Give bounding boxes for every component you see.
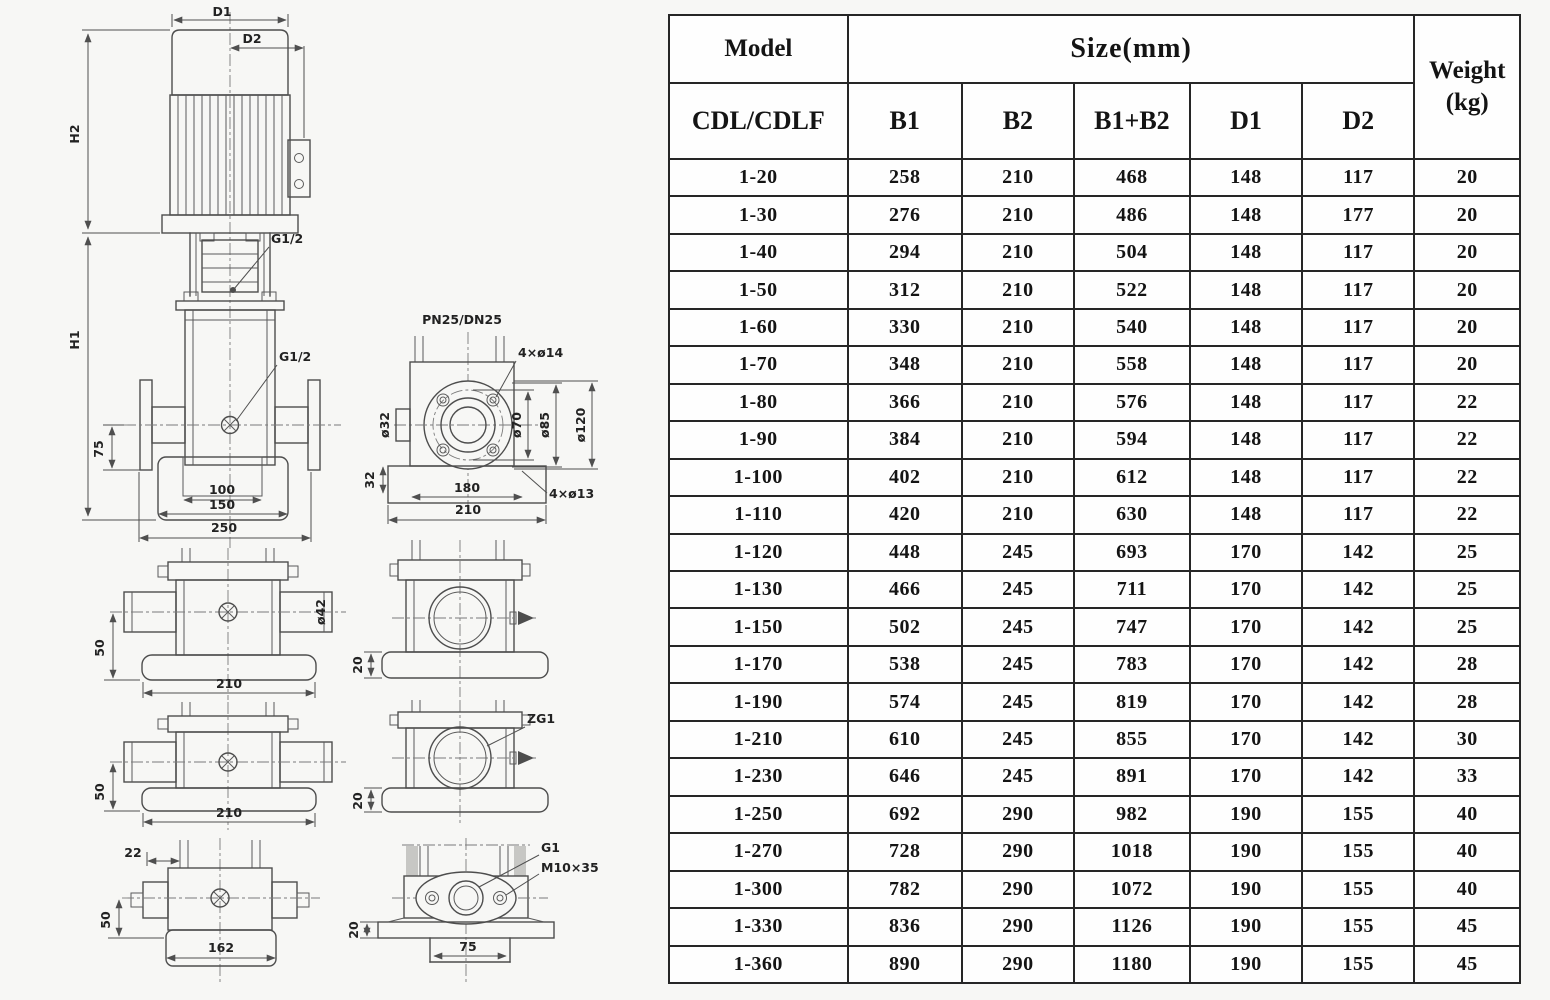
cell-value: 630 (1074, 496, 1190, 533)
cell-value: 148 (1190, 271, 1302, 308)
dimensions-table (668, 14, 1521, 984)
cell-value: 117 (1302, 271, 1414, 308)
cell-value: 177 (1302, 196, 1414, 233)
oval-gland-flange (416, 872, 516, 924)
cell-value: 540 (1074, 309, 1190, 346)
header-col-b1b2: B1+B2 (1074, 83, 1190, 159)
cell-value: 142 (1302, 571, 1414, 608)
cell-value: 594 (1074, 421, 1190, 458)
cell-value: 30 (1414, 721, 1520, 758)
cell-value: 420 (848, 496, 962, 533)
dim-label-zg1: ZG1 (527, 711, 556, 726)
header-size-group: Size(mm) (848, 15, 1415, 83)
cell-model: 1-20 (669, 159, 848, 196)
cell-model: 1-330 (669, 908, 848, 945)
cell-value: 890 (848, 946, 962, 983)
cell-value: 210 (962, 459, 1074, 496)
dim-32 (362, 467, 383, 493)
cell-value: 170 (1190, 608, 1302, 645)
cell-value: 117 (1302, 421, 1414, 458)
cell-value: 148 (1190, 196, 1302, 233)
table-row (669, 796, 1520, 833)
cell-value: 20 (1414, 271, 1520, 308)
header-weight (1414, 15, 1520, 159)
dim-label-m10x35: M10×35 (541, 860, 599, 875)
cell-model: 1-90 (669, 421, 848, 458)
cell-value: 142 (1302, 534, 1414, 571)
port-view-2 (350, 700, 555, 824)
cell-model: 1-270 (669, 833, 848, 870)
cell-value: 502 (848, 608, 962, 645)
cell-value: 170 (1190, 534, 1302, 571)
dim-20-g (350, 788, 382, 812)
cell-value: 290 (962, 908, 1074, 945)
dim-label-h1: H1 (67, 330, 82, 350)
cell-model: 1-110 (669, 496, 848, 533)
dim-label-d1: D1 (212, 4, 232, 19)
dim-label-210: 210 (215, 676, 243, 691)
cell-value: 148 (1190, 309, 1302, 346)
cell-value: 20 (1414, 159, 1520, 196)
cell-value: 468 (1074, 159, 1190, 196)
cell-value: 504 (1074, 234, 1190, 271)
dim-label-150: 150 (208, 497, 236, 512)
dim-h1 (67, 237, 156, 520)
header-weight-line1: Weight (1429, 56, 1506, 84)
cell-value: 891 (1074, 758, 1190, 795)
dim-label-180: 180 (453, 480, 481, 495)
cell-value: 170 (1190, 646, 1302, 683)
cell-value: 142 (1302, 758, 1414, 795)
cell-model: 1-150 (669, 608, 848, 645)
table-row (669, 159, 1520, 196)
cell-value: 117 (1302, 496, 1414, 533)
cell-value: 20 (1414, 196, 1520, 233)
table-header-row-2 (669, 83, 1520, 159)
table-row (669, 496, 1520, 533)
cell-value: 612 (1074, 459, 1190, 496)
table-row (669, 683, 1520, 720)
dim-label-g1: G1 (541, 840, 560, 855)
cell-value: 646 (848, 758, 962, 795)
side-view-3 (98, 838, 320, 982)
cell-value: 466 (848, 571, 962, 608)
dim-label-75: 75 (459, 939, 477, 954)
cell-value: 276 (848, 196, 962, 233)
cell-model: 1-40 (669, 234, 848, 271)
cell-value: 117 (1302, 346, 1414, 383)
cell-value: 692 (848, 796, 962, 833)
flange-title: PN25/DN25 (422, 312, 502, 327)
cell-value: 558 (1074, 346, 1190, 383)
dim-label-100: 100 (208, 482, 236, 497)
cell-value: 40 (1414, 871, 1520, 908)
header-model: Model (669, 15, 848, 83)
cell-value: 693 (1074, 534, 1190, 571)
cell-model: 1-170 (669, 646, 848, 683)
port-view-1 (350, 540, 548, 697)
cell-value: 210 (962, 346, 1074, 383)
cell-value: 783 (1074, 646, 1190, 683)
dim-label-dia120: ø120 (573, 407, 588, 443)
cell-value: 45 (1414, 908, 1520, 945)
cell-model: 1-60 (669, 309, 848, 346)
cell-value: 148 (1190, 384, 1302, 421)
cell-value: 245 (962, 758, 1074, 795)
cell-value: 20 (1414, 309, 1520, 346)
cell-value: 348 (848, 346, 962, 383)
cell-value: 290 (962, 871, 1074, 908)
table-body (669, 159, 1520, 983)
cell-model: 1-100 (669, 459, 848, 496)
cell-value: 384 (848, 421, 962, 458)
dim-label-75: 75 (91, 440, 106, 458)
cell-value: 782 (848, 871, 962, 908)
cell-model: 1-300 (669, 871, 848, 908)
cell-value: 22 (1414, 421, 1520, 458)
cell-value: 25 (1414, 608, 1520, 645)
dim-label-20: 20 (350, 792, 365, 810)
cell-value: 155 (1302, 908, 1414, 945)
cell-value: 117 (1302, 234, 1414, 271)
dim-h2 (67, 30, 170, 233)
dimensions-table-container (668, 14, 1521, 984)
table-row (669, 758, 1520, 795)
cell-value: 142 (1302, 608, 1414, 645)
cell-model: 1-130 (669, 571, 848, 608)
cell-value: 40 (1414, 833, 1520, 870)
dim-label-dia70: ø70 (509, 412, 524, 438)
port-label-g12-mid: G1/2 (279, 349, 312, 364)
cell-value: 155 (1302, 796, 1414, 833)
cell-value: 290 (962, 833, 1074, 870)
cell-value: 747 (1074, 608, 1190, 645)
cell-value: 148 (1190, 496, 1302, 533)
dim-180 (412, 480, 522, 497)
dim-label-d2: D2 (242, 31, 262, 46)
cell-value: 486 (1074, 196, 1190, 233)
pump-column (124, 310, 341, 470)
dim-label-h2: H2 (67, 124, 82, 144)
table-row (669, 833, 1520, 870)
cell-model: 1-250 (669, 796, 848, 833)
cell-value: 190 (1190, 796, 1302, 833)
table-row (669, 421, 1520, 458)
dim-label-210: 210 (454, 502, 482, 517)
cell-value: 117 (1302, 309, 1414, 346)
front-elevation-view (67, 4, 341, 548)
cell-value: 148 (1190, 234, 1302, 271)
cell-value: 610 (848, 721, 962, 758)
header-col-d1: D1 (1190, 83, 1302, 159)
cell-value: 294 (848, 234, 962, 271)
cell-model: 1-30 (669, 196, 848, 233)
dim-150 (159, 497, 287, 514)
cell-value: 210 (962, 421, 1074, 458)
header-col-b1: B1 (848, 83, 962, 159)
cell-value: 170 (1190, 758, 1302, 795)
cell-value: 245 (962, 646, 1074, 683)
cell-value: 290 (962, 946, 1074, 983)
header-col-b2: B2 (962, 83, 1074, 159)
cell-value: 366 (848, 384, 962, 421)
cell-value: 836 (848, 908, 962, 945)
cell-value: 170 (1190, 683, 1302, 720)
cell-value: 22 (1414, 459, 1520, 496)
table-row (669, 196, 1520, 233)
cell-value: 982 (1074, 796, 1190, 833)
port-view-3 (346, 838, 599, 984)
cell-value: 28 (1414, 646, 1520, 683)
cell-value: 148 (1190, 159, 1302, 196)
table-row (669, 309, 1520, 346)
cell-value: 312 (848, 271, 962, 308)
cell-value: 142 (1302, 721, 1414, 758)
cell-value: 155 (1302, 946, 1414, 983)
cell-value: 22 (1414, 496, 1520, 533)
cell-value: 45 (1414, 946, 1520, 983)
cell-model: 1-80 (669, 384, 848, 421)
cell-value: 245 (962, 721, 1074, 758)
cell-value: 728 (848, 833, 962, 870)
cell-value: 25 (1414, 534, 1520, 571)
table-row (669, 271, 1520, 308)
cell-value: 155 (1302, 871, 1414, 908)
cell-value: 210 (962, 196, 1074, 233)
cell-model: 1-230 (669, 758, 848, 795)
header-weight-line2: (kg) (1445, 89, 1489, 116)
cell-value: 25 (1414, 571, 1520, 608)
cell-value: 402 (848, 459, 962, 496)
cell-value: 1126 (1074, 908, 1190, 945)
table-row (669, 384, 1520, 421)
cell-value: 117 (1302, 159, 1414, 196)
cell-model: 1-120 (669, 534, 848, 571)
dim-label-dia42: ø42 (313, 599, 328, 625)
cell-value: 245 (962, 683, 1074, 720)
cell-value: 448 (848, 534, 962, 571)
cell-value: 711 (1074, 571, 1190, 608)
cell-value: 1180 (1074, 946, 1190, 983)
cell-model: 1-50 (669, 271, 848, 308)
dim-label-162: 162 (207, 940, 235, 955)
cell-value: 210 (962, 159, 1074, 196)
cell-value: 117 (1302, 459, 1414, 496)
cell-value: 148 (1190, 421, 1302, 458)
table-row (669, 908, 1520, 945)
side-view-1 (92, 548, 346, 700)
cell-value: 40 (1414, 796, 1520, 833)
cell-value: 330 (848, 309, 962, 346)
cell-model: 1-70 (669, 346, 848, 383)
dim-210-c (143, 805, 315, 827)
dim-162 (167, 940, 275, 958)
cell-value: 245 (962, 608, 1074, 645)
dim-label-250: 250 (210, 520, 238, 535)
motor (162, 30, 310, 241)
flange-top-view (362, 312, 598, 524)
dim-20-f (350, 652, 382, 678)
cell-value: 190 (1190, 833, 1302, 870)
dim-label-32: 32 (362, 471, 377, 489)
dim-label-22: 22 (124, 845, 142, 860)
dim-label-dia32: ø32 (377, 412, 392, 438)
table-row (669, 346, 1520, 383)
cell-value: 210 (962, 384, 1074, 421)
cell-value: 148 (1190, 459, 1302, 496)
cell-model: 1-360 (669, 946, 848, 983)
dim-label-50: 50 (92, 783, 107, 801)
table-row (669, 571, 1520, 608)
table-row (669, 646, 1520, 683)
plug-arrow (518, 751, 534, 765)
side-view-2 (92, 702, 346, 830)
table-row (669, 721, 1520, 758)
dim-22 (124, 845, 179, 866)
cell-value: 245 (962, 571, 1074, 608)
cell-model: 1-190 (669, 683, 848, 720)
table-row (669, 534, 1520, 571)
table-row (669, 234, 1520, 271)
port-label-g12-top: G1/2 (271, 231, 304, 246)
cell-value: 538 (848, 646, 962, 683)
dim-label-20: 20 (350, 656, 365, 674)
cell-value: 210 (962, 271, 1074, 308)
dim-4xd14 (496, 345, 563, 397)
cell-value: 170 (1190, 571, 1302, 608)
cell-value: 576 (1074, 384, 1190, 421)
dim-label-50: 50 (98, 911, 113, 929)
dim-4xd13 (522, 471, 594, 501)
cell-value: 210 (962, 234, 1074, 271)
cell-value: 170 (1190, 721, 1302, 758)
table-row (669, 946, 1520, 983)
dim-label-210: 210 (215, 805, 243, 820)
port-g12-mid (236, 349, 311, 421)
plug-arrow (518, 611, 534, 625)
dim-label-4xd13: 4×ø13 (549, 486, 595, 501)
cell-model: 1-210 (669, 721, 848, 758)
dim-label-4xd14: 4×ø14 (518, 345, 564, 360)
cell-value: 20 (1414, 234, 1520, 271)
dim-50-b (92, 614, 140, 680)
cell-value: 117 (1302, 384, 1414, 421)
cell-value: 522 (1074, 271, 1190, 308)
dim-20-h (346, 921, 378, 939)
cell-value: 290 (962, 796, 1074, 833)
dimension-drawing (0, 0, 660, 1000)
cell-value: 1072 (1074, 871, 1190, 908)
cell-value: 855 (1074, 721, 1190, 758)
header-col-d2: D2 (1302, 83, 1414, 159)
table-header-row-1 (669, 15, 1520, 83)
table-row (669, 608, 1520, 645)
dim-75-h (434, 939, 506, 956)
cell-value: 190 (1190, 871, 1302, 908)
cell-value: 258 (848, 159, 962, 196)
cell-value: 20 (1414, 346, 1520, 383)
cell-value: 574 (848, 683, 962, 720)
cell-value: 142 (1302, 646, 1414, 683)
cell-value: 28 (1414, 683, 1520, 720)
cell-value: 155 (1302, 833, 1414, 870)
dim-75 (91, 425, 152, 470)
cell-value: 148 (1190, 346, 1302, 383)
cell-value: 1018 (1074, 833, 1190, 870)
cell-value: 142 (1302, 683, 1414, 720)
dim-label-dia85: ø85 (537, 412, 552, 438)
cell-value: 210 (962, 309, 1074, 346)
dim-210-e (388, 502, 546, 524)
cell-value: 819 (1074, 683, 1190, 720)
dim-label-20: 20 (346, 921, 361, 939)
dim-50-c (92, 764, 140, 811)
cell-value: 33 (1414, 758, 1520, 795)
cell-value: 245 (962, 534, 1074, 571)
cell-value: 22 (1414, 384, 1520, 421)
header-model-sub: CDL/CDLF (669, 83, 848, 159)
table-row (669, 871, 1520, 908)
table-row (669, 459, 1520, 496)
cell-value: 190 (1190, 946, 1302, 983)
cell-value: 210 (962, 496, 1074, 533)
cell-value: 190 (1190, 908, 1302, 945)
dim-label-50: 50 (92, 639, 107, 657)
